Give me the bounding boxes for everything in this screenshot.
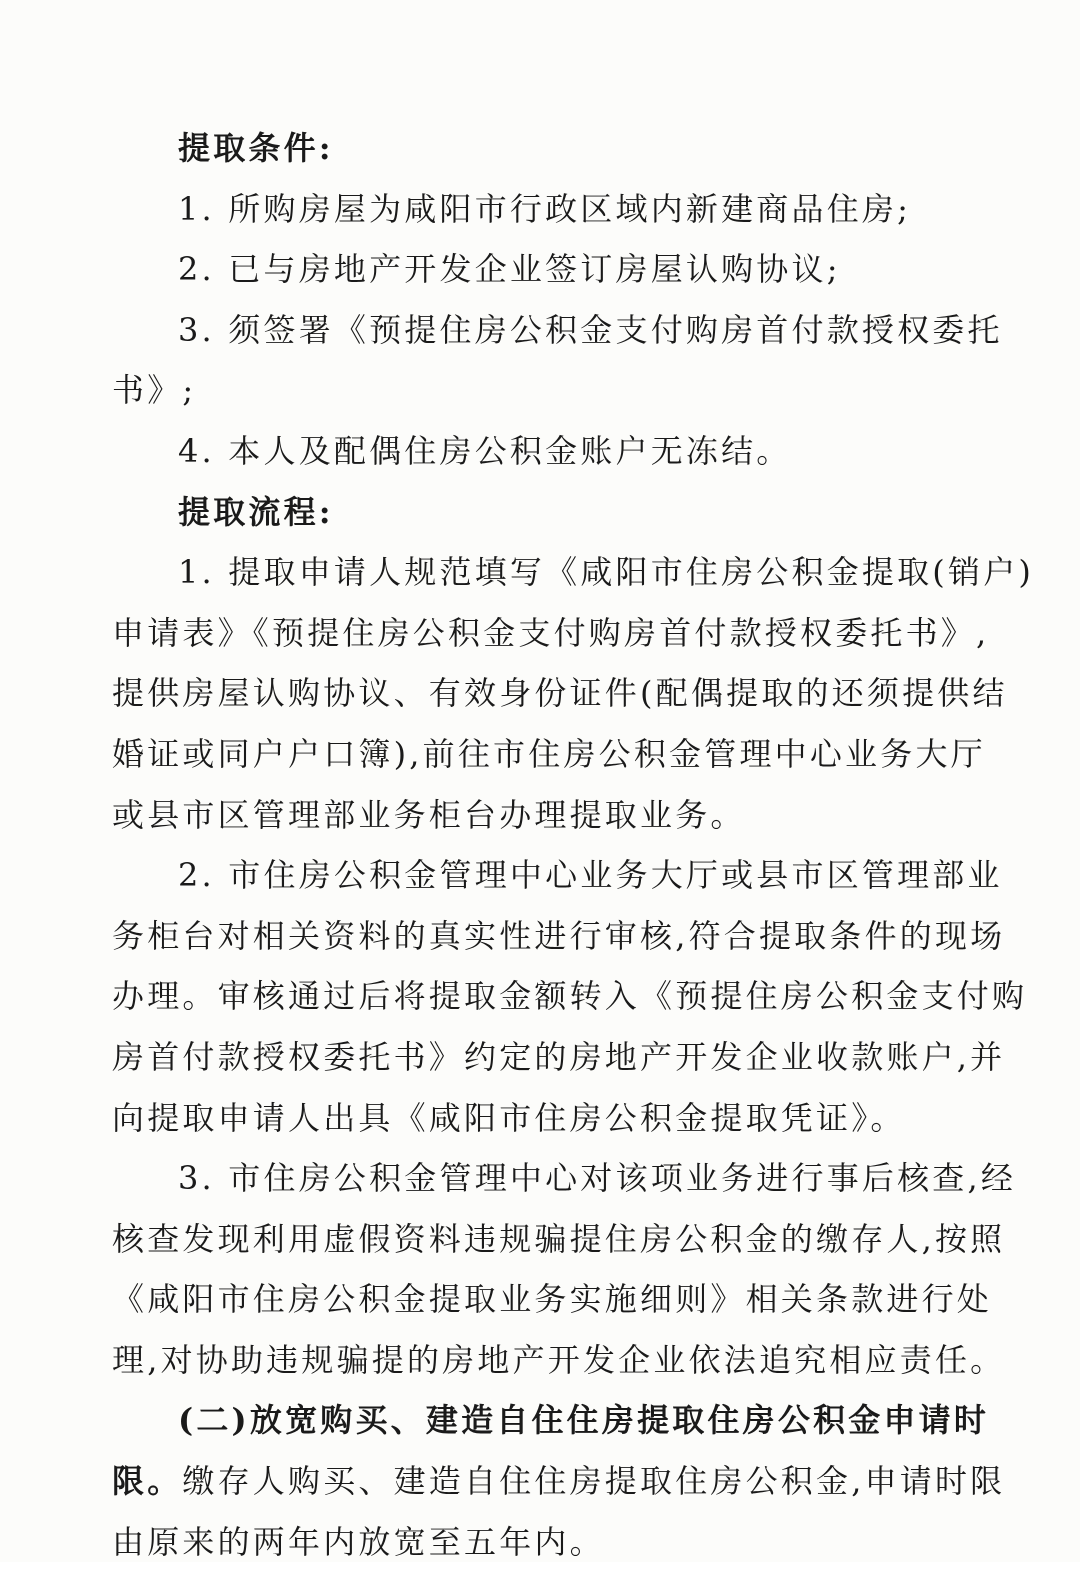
process-step-3-line: 理,对协助违规骗提的房地产开发企业依法追究相应责任。 [112,1340,1006,1379]
process-step-2-line: 房首付款授权委托书》约定的房地产开发企业收款账户,并 [112,1037,1006,1076]
process-step-1-line: 申请表》《预提住房公积金支付购房首付款授权委托书》, [112,613,990,652]
process-step-2-line: 务柜台对相关资料的真实性进行审核,符合提取条件的现场 [112,916,1006,955]
section-2-title: (二)放宽购买、建造自住住房提取住房公积金申请时 [178,1401,990,1440]
process-step-1-line: 提供房屋认购协议、有效身份证件(配偶提取的还须提供结 [112,674,1008,713]
condition-item-3: 3. 须签署《预提住房公积金支付购房首付款授权委托 [178,310,1003,349]
process-step-3-line: 核查发现利用虚假资料违规骗提住房公积金的缴存人,按照 [112,1219,1006,1258]
condition-item-2: 2. 已与房地产开发企业签订房屋认购协议; [178,250,841,289]
process-step-1-line: 1. 提取申请人规范填写《咸阳市住房公积金提取(销户) [178,553,1035,592]
condition-item-1: 1. 所购房屋为咸阳市行政区域内新建商品住房; [178,189,912,228]
process-step-1-line: 或县市区管理部业务柜台办理提取业务。 [112,795,746,834]
section-2-body: 缴存人购买、建造自住住房提取住房公积金,申请时限 [182,1462,1006,1501]
section-2-line [112,1451,1007,1512]
document-body [112,118,1035,1572]
process-step-2-line: 办理。审核通过后将提取金额转入《预提住房公积金支付购 [112,977,1028,1016]
condition-item-3-continued: 书》; [112,371,197,410]
process-step-3-line: 《咸阳市住房公积金提取业务实施细则》相关条款进行处 [112,1280,993,1319]
section-2-body-end: 由原来的两年内放宽至五年内。 [112,1522,605,1561]
section-2-title-end: 限。 [112,1462,183,1501]
process-step-3-line: 3. 市住房公积金管理中心对该项业务进行事后核查,经 [178,1159,1017,1198]
conditions-heading: 提取条件: [178,129,334,167]
process-heading: 提取流程: [178,492,334,531]
condition-item-4: 4. 本人及配偶住房公积金账户无冻结。 [178,431,792,470]
process-step-2-line: 2. 市住房公积金管理中心业务大厅或县市区管理部业 [178,856,1003,895]
process-step-2-line: 向提取申请人出具《咸阳市住房公积金提取凭证》。 [112,1098,906,1137]
process-step-1-line: 婚证或同户户口簿),前往市住房公积金管理中心业务大厅 [112,734,986,773]
